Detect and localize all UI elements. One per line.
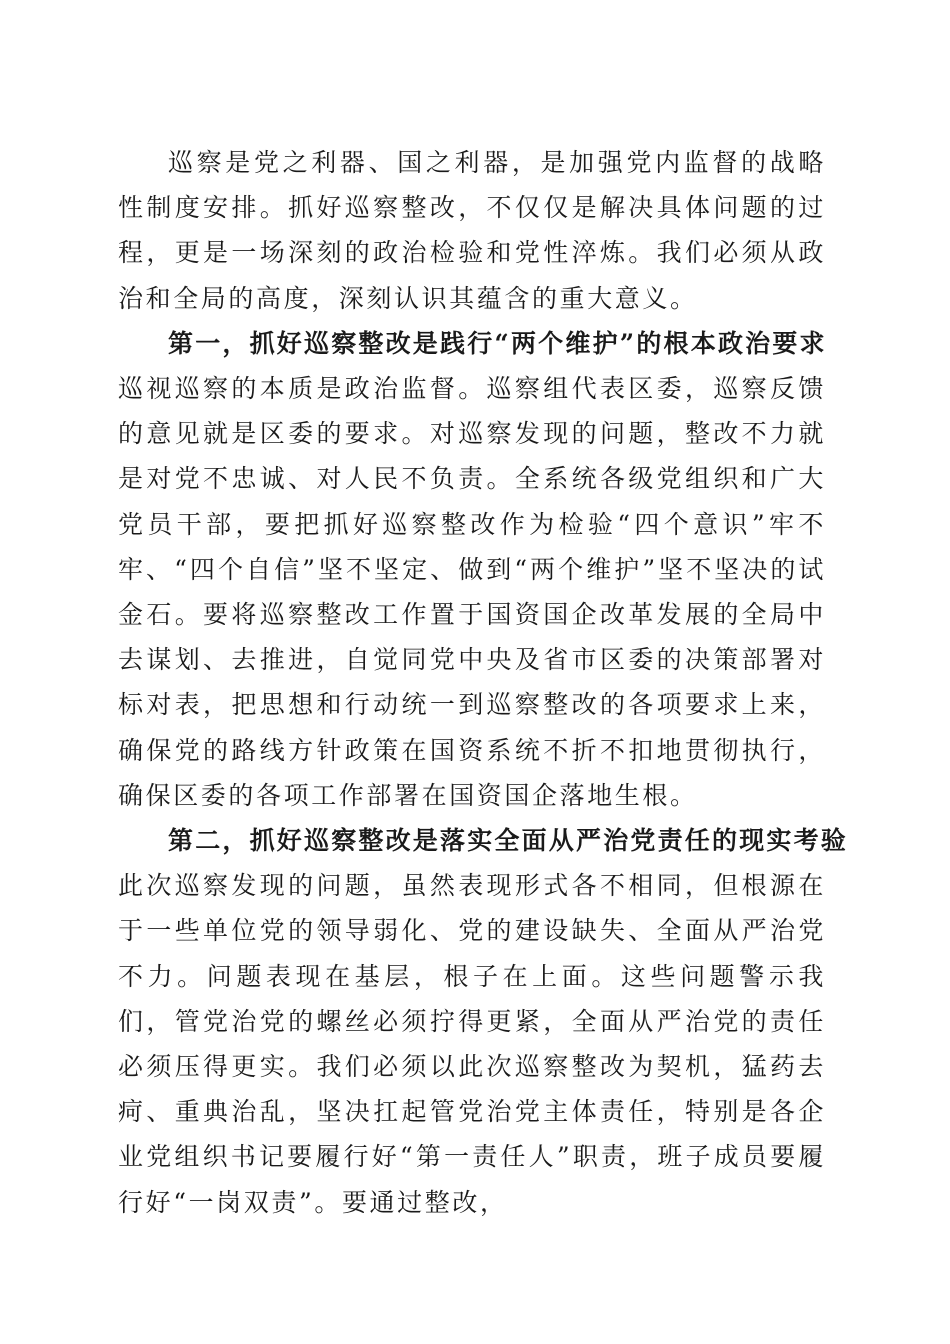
section-2-body: 此次巡察发现的问题，虽然表现形式各不相同，但根源在于一些单位党的领导弱化、党的建设缺失、全面从严治党不力。问题表现在基层，根子在上面。这些问题警示我们，管党治党的螺丝必须拧得更紧，全面从严治党的责任必须压得更实。我们必须以此次巡察整改为契机，猛药去疴、重典治乱，坚决扛起管党治党主体责任，特别是各企业党组织书记要履行好“第一责任人”职责，班子成员要履行好“一岗双责”。要通过整改，	[118, 871, 826, 1217]
section-1-heading: 第一，抓好巡察整改是践行“两个维护”的根本政治要求	[168, 328, 827, 358]
section-2-heading: 第二，抓好巡察整改是落实全面从严治党责任的现实考验	[168, 826, 849, 856]
intro-paragraph: 巡察是党之利器、国之利器，是加强党内监督的战略性制度安排。抓好巡察整改，不仅仅是解决具体问题的过程，更是一场深刻的政治检验和党性淬炼。我们必须从政治和全局的高度，深刻认识其蕴含的重大意义。	[118, 148, 826, 313]
section-1-body: 巡视巡察的本质是政治监督。巡察组代表区委，巡察反馈的意见就是区委的要求。对巡察发现的问题，整改不力就是对党不忠诚、对人民不负责。全系统各级党组织和广大党员干部，要把抓好巡察整改作为检验“四个意识”牢不牢、“四个自信”坚不坚定、做到“两个维护”坚不坚决的试金石。要将巡察整改工作置于国资国企改革发展的全局中去谋划、去推进，自觉同党中央及省市区委的决策部署对标对表，把思想和行动统一到巡察整改的各项要求上来，确保党的路线方针政策在国资系统不折不扣地贯彻执行，确保区委的各项工作部署在国资国企落地生根。	[118, 374, 826, 810]
document-body	[118, 140, 849, 1225]
